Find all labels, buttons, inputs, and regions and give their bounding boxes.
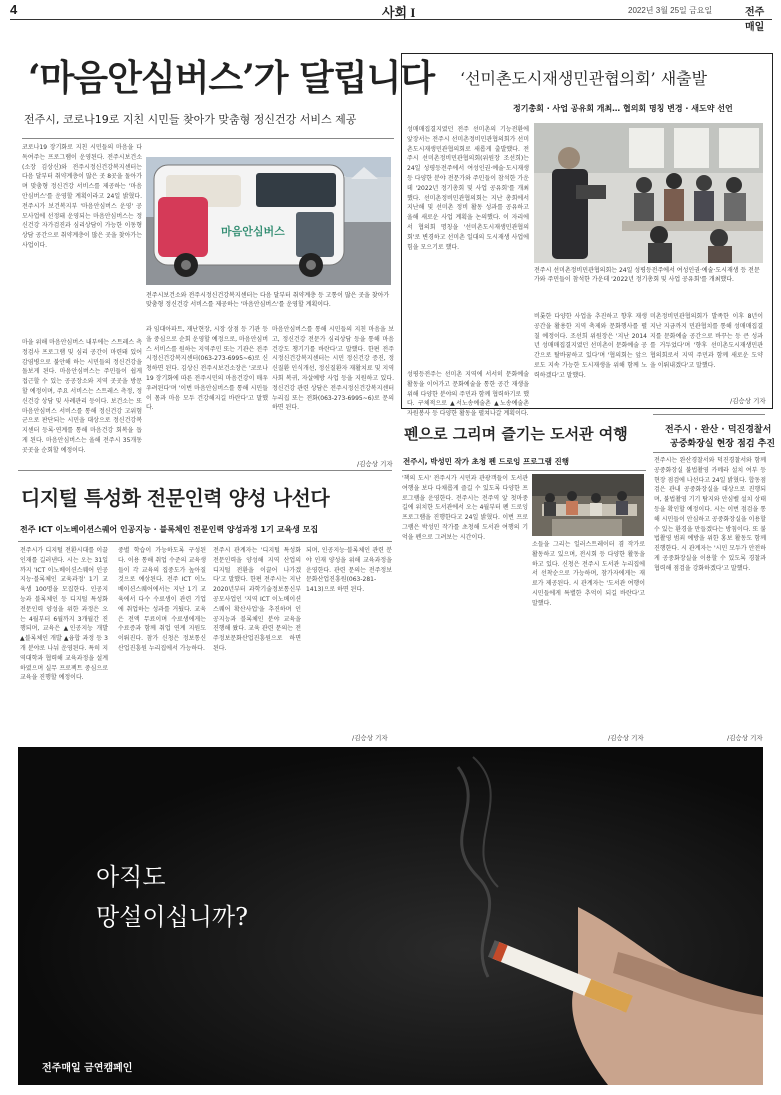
ad-footer: 전주매일 금연캠페인 [42,1063,133,1074]
digital-column-4: 되며, 인공지능·블록체인 관련 분야 인재 양성을 위해 교육과정을 운영한다. 관련 문의는 전주정보문화산업진흥원(063-281-1413)으로 하면 된다. [306,547,392,594]
library-byline: /김승상 기자 [608,734,644,742]
seonmichon-photo [534,123,763,263]
police-column-1: 전주시는 완산경찰서와 덕진경찰서와 함께 공중화장실 불법촬영 카메라 설치 여부 등 현장 점검에 나선다고 24일 밝혔다. 합동점검은 관내 공중화장실을 대상으로 진행되며, 불법촬영 기기 탐지와 안심벨 설치 상태 등을 확인할 예정이다. 시는 이번 점검을 통해 시민들이 안심하고 공중화장실을 이용할 수 있는 환경을 만들겠다는 방침이다. 또 불법촬영 범죄 예방을 위한 홍보 활동도 함께 진행한다. 시 관계자는 '시민 모두가 안전하게 공중화장실을 이용할 수 있도록 경찰과 협력해 점검을 강화하겠다'고 말했다. [654,457,766,572]
headline-maeum-bus: ‘마음안심버스’가 달립니다 [28,57,435,99]
subheadline-digital: 전주 ICT 이노베이션스퀘어 인공지능 · 블록체인 전문인력 양성과정 1기 교육생 모집 [20,525,319,534]
digital-column-2: 중별 학습이 가능하도록 구성된다. 이용 통해 취업 수준의 교육생들이 각 교육의 집중도가 높아질 것으로 예상된다. 전주 ICT 이노베이션스퀘어에서는 지난 1기 교육에서 다수 수료생이 관련 기업에 취업하는 성과를 거뒀다. 교육은 전액 무료이며 수료생에게는 수료증과 함께 취업 연계 지원도 이뤄진다. 참가 신청은 정보통신산업진흥원 누리집에서 가능하다. [118,547,206,652]
divider [402,470,646,471]
issue-date: 2022년 3월 25일 금요일 [628,6,713,15]
digital-byline: /김승상 기자 [352,734,388,742]
article1-column-1: 코로나19 장기화로 지친 시민들의 마음을 다독여주는 프로그램이 운영된다. 전주시보건소(소장 김상신)와 전주시정신건강복지센터는 다음 달부터 취약계층이 많은 곳 8곳을 돌아가며 맞춤형 정신건강 서비스를 제공하는 '마음안심버스'를 운영할 계획이라고 24일 밝혔다. 전주시가 보건복지부 '마음안심버스 운영' 공모사업에 선정돼 운영되는 마음안심버스는 정신건강 자가검진과 심리상담이 가능한 이동형 상담 공간으로 취약계층이 많은 곳을 찾아가는 사업이다. [22,144,142,249]
divider [18,541,392,542]
bus-photo [146,157,391,285]
article1-byline: /김승상 기자 [357,460,393,468]
seonmichon-caption: 전주시 선미촌정비민관협의회는 24일 성평등전주에서 여성인권·예술·도시재생 등 전문가와 주민들이 참석한 가운데 '2022년 정기총회 및 사업 공유회'를 개최했다. [534,267,760,283]
article1-column-1b: 마을 위해 마음안심버스 내부에는 스트레스 측정검사 프로그램 및 심리 공간이 마련돼 있어 감염병으로 불안해 하는 시민들의 정신건강을 돌보게 된다. 마음안심버스는 주민들이 쉽게 접근할 수 있는 공공장소와 지역 곳곳을 방문할 예정이며, 주요 서비스는 스트레스 측정, 정신건강 상담 및 사례관리 등이다. 보건소는 또 마음안심버스 서비스를 통해 정신건강 고위험군으로 판단되는 시민을 대상으로 정신건강복지센터 등록·연계를 통해 마음건강 회복을 돕게 된다. 마음안심버스는 올해 전주시 35개동 곳곳을 순회할 예정이다. [22,339,142,454]
seonmichon-column-2: 비롯한 다양한 사업을 추진하고 향후 재생 공간을 활용한 지역 축제와 문화행사를 펼칠 예정이다. 조선희 위원장은 '지난 2014년 성매매집결지였던 선미촌이 문화예술 공간으로 탈바꿈하고 있다'며 '협의회는 앞으로도 지속 가능한 도시재생을 위해 함께 노력하겠다'고 말했다. [534,313,647,379]
headline-police: 전주시 · 완산 · 덕진경찰서 [665,425,772,435]
page-header [10,2,772,33]
article1-column-2: 과 임대아파트, 재난현장, 시장 상점 등 기관 등을 중심으로 순회 운영할 예정으로, 마음안심버스 서비스를 원하는 지역주민 또는 기관은 전주시정신건강복지센터(063-273-6995~6)로 신청하면 된다. 김상신 전주시보건소장은 '코로나19 장기화에 따른 전주시민의 마음건강이 매우 우려된다'며 '이번 마음안심버스를 통해 시민들이 몸과 마음 모두 건강해지길 바란다'고 말했다. [146,326,268,412]
ad-headline: 아직도 망설이십니까? [96,863,248,931]
divider [653,414,765,415]
publication-name: 전주매일 [745,7,765,33]
bus-photo-caption: 전주시보건소와 전주시정신건강복지센터는 다음 달부터 취약계층 등 고통이 많은 곳을 찾아가 맞춤형 정신건강 서비스를 제공하는 '마음안심버스'를 운영할 계획이다. [146,292,390,308]
digital-column-3: 전주시 관계자는 '디지털 특성화 전문인력을 양성해 지역 산업의 디지털 전환을 이끌어 나가겠다'고 말했다. 한편 전주시는 지난 2020년부터 과학기술정보통신부 공모사업인 '지역 ICT 이노베이션스퀘어 확산사업'을 추진하며 인공지능과 블록체인 분야 교육을 진행해 왔다. 교육 관련 문의는 전주정보문화산업진흥원으로 하면 된다. [213,547,301,652]
bus-label-text: 마음안심버스 [221,225,285,238]
section-title: 사회 I [382,5,416,20]
seonmichon-column-1b: 성평등전주는 선미촌 지역에 서서히 문화예술 활동을 이어가고 문화예술을 통한 공간 재생을 위해 다양한 분야의 주민과 함께 협력하기로 했다. 구체적으로 ▲서노송예술촌 ▲노송예술촌 자원봉사 등 다양한 활동을 펼쳐나갈 계획이다. [407,371,529,418]
subheadline-seonmichon: 정기총회 · 사업 공유회 개최… 협의회 명칭 변경 · 새도약 선언 [513,104,733,113]
headline-seonmichon: ‘선미촌도시재생민관협의회’ 새출발 [460,69,708,88]
digital-column-1: 전주시가 디지털 전환시대를 이끌 인재를 길러낸다. 시는 오는 31일까지 'ICT 이노베이션스퀘어 인공지능·블록체인 교육과정' 1기 교육생 100명을 모집한다. 인공지능과 블록체인 등 디지털 특성화 전문인력 양성을 위한 과정은 오는 4월부터 6월까지 3개월간 진행되며, 교육은 ▲인공지능 개발 ▲블록체인 개발 ▲융합 과정 등 3개 분야로 나눠 운영된다. 특히 지역대학과 협력해 교육과정을 설계하였으며 실무 프로젝트 중심으로 교육을 진행할 예정이다. [20,547,108,682]
page-number: 4 [10,2,18,17]
seonmichon-column-1: 성매매집결지였던 전주 선미촌의 기능전환에 앞장서는 전주시 선미촌정비민관협의회가 선미촌도시재생민관협의회로 새롭게 출발했다. 전주시 선미촌정비민관협의회(위원장 조선희)는 24일 성평등전주에서 여성인권·예술·도시재생 등 다양한 분야 전문가와 주민들이 참석한 가운데 '2022년 정기총회 및 사업 공유회'를 개최했다. 선미촌정비민관협의회는 지난 총회에서 지난해 및 선미촌 정비 활동 성과를 공유하고 올해 새로운 사업 계획을 논의했다. 이 자리에서 협의회 명칭을 '선미촌도시재생민관협의회'로 변경하고 선미촌 일대의 도시재생 사업에 힘을 모으기로 했다. [407,126,529,251]
library-column-1: '책의 도시' 전주시가 시민과 관광객들이 도서관 여행을 보다 다채롭게 즐길 수 있도록 다양한 프로그램을 운영한다. 전주시는 전주역 앞 첫마중길에 위치한 도서관에서 오는 4월부터 펜 드로잉 프로그램을 진행한다고 24일 밝혔다. 이번 프로그램은 박성민 작가를 초청해 도서관 여행의 기억을 펜으로 그려보는 시간이다. [402,475,528,541]
library-photo [532,474,644,536]
library-column-2: 소들을 그리는 일러스트레이터 겸 작가로 활동하고 있으며, 전시회 등 다양한 활동을 하고 있다. 신청은 전주시 도서관 누리집에서 선착순으로 가능하며, 참가자에게는 재료가 제공된다. 시 관계자는 '도서관 여행이 시민들에게 특별한 추억이 되길 바란다'고 말했다. [532,541,645,607]
seonmichon-column-3: 미촌정비민관협의회가 발족한 이후 8년이 지난 지금까지 민관협치를 통해 성매매집결지를 문화예술 공간으로 바꾸는 등 큰 성과를 거두었다'며 '향후 선미촌도시재생민관협의회로서 지역 주민과 함께 새로운 도약을 이뤄내겠다'고 말했다. [650,313,763,369]
headline-library: 펜으로 그리며 즐기는 도서관 여행 [404,425,628,443]
seonmichon-byline: /김승상 기자 [730,397,766,405]
police-byline: /김승상 기자 [727,734,763,742]
divider [653,452,765,453]
headline-digital: 디지털 특성화 전문인력 양성 나선다 [21,486,330,510]
no-smoking-ad [18,747,763,1085]
divider [22,138,394,139]
subheadline-library: 전주시, 박성민 작가 초청 펜 드로잉 프로그램 진행 [403,457,570,466]
article1-column-3: 마음안심버스를 통해 시민들의 지친 마음을 보고, 정신건강 전문가 심리상담 등을 통해 마음건강도 챙기기를 바란다'고 말했다. 한편 전주시정신건강복지센터는 시민 정신건강 증진, 정신질환 인식개선, 정신질환자 재활치료 및 지역사회 복귀, 자살예방 사업 등을 지원하고 있다. 정신건강 관련 상담은 전주시정신건강복지센터 누리집 또는 전화(063-273-6995~6)로 문의하면 된다. [272,326,394,412]
subheadline-police: 공중화장실 현장 점검 추진 [670,439,776,449]
subheadline-maeum-bus: 전주시, 코로나19로 지친 시민들 찾아가 맞춤형 정신건강 서비스 제공 [24,113,357,126]
divider [18,470,392,471]
